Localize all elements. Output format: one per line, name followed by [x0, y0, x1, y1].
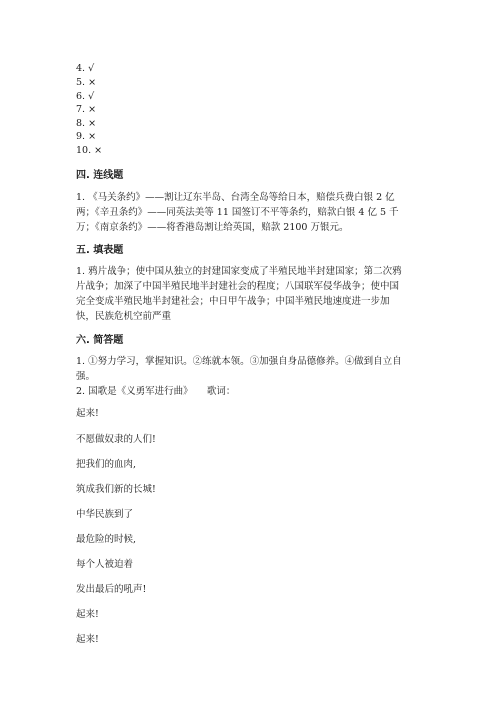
short-answer-line: 1. ①努力学习，掌握知识。②练就本领。③加强自身品德修养。④做到自立自: [76, 356, 402, 367]
matching-line: 万；《南京条约》——将香港岛割让给英国，赔款 2100 万银元。: [76, 222, 349, 233]
table-fill-line: 快，民族危机空前严重: [76, 311, 172, 322]
section-heading-short-answer: 六. 简答题: [76, 335, 124, 346]
lyric-line: 把我们的血肉,: [76, 459, 137, 470]
answer-item: 7. ×: [76, 104, 97, 115]
lyric-line: 每个人被迫着: [76, 559, 134, 570]
answer-item: 8. ×: [76, 118, 97, 129]
table-fill-line: 片战争；加深了中国半殖民地半封建社会的程度；八国联军侵华战争；使中国: [76, 281, 400, 292]
short-answer-line: 强。: [76, 371, 96, 382]
table-fill-line: 完全变成半殖民地半封建社会；中日甲午战争；中国半殖民地速度进一步加: [76, 296, 390, 307]
answer-item: 5. ×: [76, 77, 97, 88]
answer-item: 6. √: [76, 91, 95, 102]
matching-line: 两；《辛丑条约》——同英法美等 11 国签订不平等条约，赔款白银 4 亿 5 千: [76, 207, 399, 218]
lyric-line: 中华民族到了: [76, 509, 134, 520]
answer-item: 9. ×: [76, 131, 97, 142]
short-answer: [76, 354, 422, 399]
lyric-line: 起来!: [76, 408, 99, 419]
lyric-line: 最危险的时候,: [76, 534, 137, 545]
matching-answer: [76, 190, 422, 235]
section-heading-table-fill: 五. 填表题: [76, 245, 124, 256]
matching-line: 1. 《马关条约》——割让辽东半岛、台湾全岛等给日本，赔偿兵费白银 2 亿: [76, 192, 395, 203]
lyric-line: 不愿做奴隶的人们!: [76, 434, 156, 445]
table-fill-line: 1. 鸦片战争；使中国从独立的封建国家变成了半殖民地半封建国家；第二次鸦: [76, 266, 402, 277]
lyric-line: 起来!: [76, 609, 99, 620]
lyric-line: 筑成我们新的长城!: [76, 484, 156, 495]
short-answer-line: 2. 国歌是《义勇军进行曲》 歌词：: [76, 386, 236, 397]
answer-item: 10. ×: [76, 145, 103, 156]
lyric-line: 发出最后的吼声!: [76, 584, 147, 595]
table-fill-answer: [76, 264, 422, 324]
answer-item: 4. √: [76, 63, 95, 74]
section-heading-matching: 四. 连线题: [76, 170, 124, 181]
lyric-line: 起来!: [76, 634, 99, 645]
